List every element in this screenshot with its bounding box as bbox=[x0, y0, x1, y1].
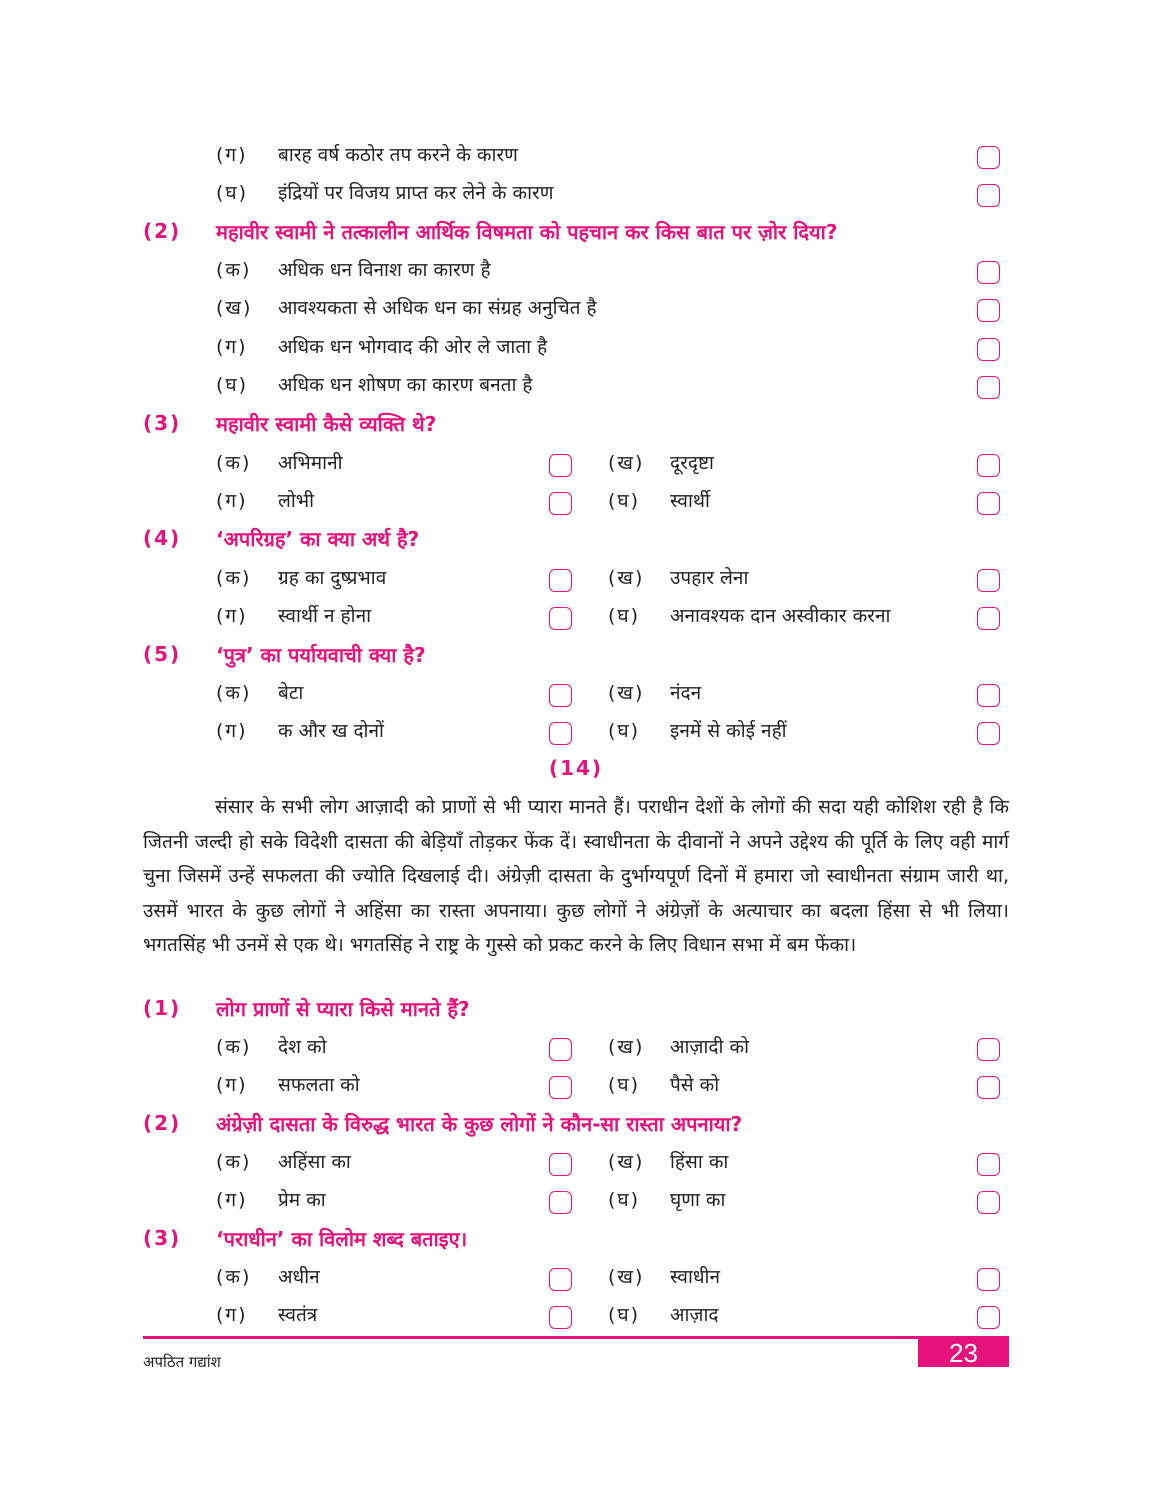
option-text: स्वाधीन bbox=[670, 1266, 721, 1288]
answer-checkbox[interactable] bbox=[549, 1076, 572, 1099]
option-text: बेटा bbox=[278, 682, 304, 704]
footer-divider bbox=[143, 1336, 1009, 1339]
question-text: ‘अपरिग्रह’ का क्या अर्थ है? bbox=[216, 526, 420, 551]
option-label: (घ) bbox=[608, 605, 641, 627]
option-text: इंद्रियों पर विजय प्राप्त कर लेने के कारण bbox=[278, 182, 554, 204]
option-label: (ग) bbox=[216, 144, 248, 166]
answer-checkbox[interactable] bbox=[549, 569, 572, 592]
question-text: ‘पराधीन’ का विलोम शब्द बताइए। bbox=[216, 1226, 468, 1251]
option-text: अनावश्यक दान अस्वीकार करना bbox=[670, 605, 891, 627]
option-label: (घ) bbox=[216, 182, 249, 204]
answer-checkbox[interactable] bbox=[977, 1038, 1000, 1061]
answer-checkbox[interactable] bbox=[549, 1191, 572, 1214]
answer-checkbox[interactable] bbox=[549, 722, 572, 745]
answer-checkbox[interactable] bbox=[549, 1268, 572, 1291]
answer-checkbox[interactable] bbox=[977, 1076, 1000, 1099]
question-number: (5) bbox=[143, 642, 182, 666]
answer-checkbox[interactable] bbox=[977, 492, 1000, 515]
option-text: बारह वर्ष कठोर तप करने के कारण bbox=[278, 144, 518, 166]
option-label: (घ) bbox=[608, 1074, 641, 1096]
option-label: (ग) bbox=[216, 1189, 248, 1211]
passage-text: संसार के सभी लोग आज़ादी को प्राणों से भी प्यारा मानते हैं। पराधीन देशों के लोगों की सदा यही कोशिश रही है कि जितनी जल्दी हो सके विदेशी दासता की बेड़ियाँ तोड़कर फेंक दें। स्वाधीनता के दीवानों ने अपने उद्देश्य की पूर्ति के लिए वही मार्ग चुना जिसमें उन्हें सफलता की ज्योति दिखलाई दी। अंग्रेज़ी दासता के दुर्भाग्यपूर्ण दिनों में हमारा जो स्वाधीनता संग्राम जारी था, उसमें भारत के कुछ लोगों ने अहिंसा का रास्ता अपनाया। कुछ लोगों ने अंग्रेज़ों के अत्याचार का बदला हिंसा से भी लिया। भगतसिंह भी उनमें से एक थे। भगतसिंह ने राष्ट्र के गुस्से को प्रकट करने के लिए विधान सभा में बम फेंका। bbox=[143, 796, 1009, 956]
option-label: (क) bbox=[216, 682, 252, 704]
question-number: (2) bbox=[143, 1111, 182, 1135]
option-text: स्वतंत्र bbox=[278, 1304, 318, 1326]
answer-checkbox[interactable] bbox=[977, 607, 1000, 630]
answer-checkbox[interactable] bbox=[549, 1153, 572, 1176]
option-label: (क) bbox=[216, 1151, 252, 1173]
passage-number: (14) bbox=[548, 756, 604, 780]
question-number: (3) bbox=[143, 1226, 182, 1250]
question-number: (3) bbox=[143, 411, 182, 435]
answer-checkbox[interactable] bbox=[549, 454, 572, 477]
option-text: अधिक धन शोषण का कारण बनता है bbox=[278, 374, 533, 396]
option-text: दूरदृष्टा bbox=[670, 452, 714, 474]
answer-checkbox[interactable] bbox=[977, 376, 1000, 399]
option-label: (ख) bbox=[216, 297, 253, 319]
answer-checkbox[interactable] bbox=[977, 261, 1000, 284]
answer-checkbox[interactable] bbox=[977, 722, 1000, 745]
answer-checkbox[interactable] bbox=[977, 299, 1000, 322]
option-label: (ग) bbox=[216, 1074, 248, 1096]
question-text: महावीर स्वामी कैसे व्यक्ति थे? bbox=[216, 411, 437, 436]
option-label: (क) bbox=[216, 259, 252, 281]
option-label: (ख) bbox=[608, 1266, 645, 1288]
option-text: आवश्यकता से अधिक धन का संग्रह अनुचित है bbox=[278, 297, 597, 319]
option-label: (ख) bbox=[608, 1036, 645, 1058]
option-label: (क) bbox=[216, 567, 252, 589]
answer-checkbox[interactable] bbox=[977, 1191, 1000, 1214]
option-label: (ख) bbox=[608, 682, 645, 704]
option-text: लोभी bbox=[278, 490, 315, 512]
option-text: उपहार लेना bbox=[670, 567, 749, 589]
option-text: अहिंसा का bbox=[278, 1151, 351, 1173]
page-number-badge: 23 bbox=[918, 1339, 1009, 1367]
option-text: आज़ाद bbox=[670, 1304, 719, 1326]
option-text: अधिक धन विनाश का कारण है bbox=[278, 259, 491, 281]
answer-checkbox[interactable] bbox=[977, 1268, 1000, 1291]
option-text: देश को bbox=[278, 1036, 327, 1058]
answer-checkbox[interactable] bbox=[549, 1038, 572, 1061]
option-label: (घ) bbox=[608, 490, 641, 512]
answer-checkbox[interactable] bbox=[977, 569, 1000, 592]
option-label: (ख) bbox=[608, 452, 645, 474]
answer-checkbox[interactable] bbox=[977, 684, 1000, 707]
answer-checkbox[interactable] bbox=[977, 454, 1000, 477]
option-label: (घ) bbox=[608, 1189, 641, 1211]
footer-title: अपठित गद्यांश bbox=[143, 1353, 221, 1371]
option-text: अधीन bbox=[278, 1266, 320, 1288]
option-text: प्रेम का bbox=[278, 1189, 326, 1211]
option-label: (ख) bbox=[608, 1151, 645, 1173]
option-label: (घ) bbox=[216, 374, 249, 396]
option-text: क और ख दोनों bbox=[278, 720, 384, 742]
option-text: ग्रह का दुष्प्रभाव bbox=[278, 567, 387, 589]
option-text: घृणा का bbox=[670, 1189, 726, 1211]
question-number: (1) bbox=[143, 996, 182, 1020]
question-number: (4) bbox=[143, 526, 182, 550]
option-text: सफलता को bbox=[278, 1074, 360, 1096]
answer-checkbox[interactable] bbox=[549, 684, 572, 707]
answer-checkbox[interactable] bbox=[549, 492, 572, 515]
option-text: अभिमानी bbox=[278, 452, 343, 474]
answer-checkbox[interactable] bbox=[977, 184, 1000, 207]
option-text: अधिक धन भोगवाद की ओर ले जाता है bbox=[278, 336, 548, 358]
option-text: इनमें से कोई नहीं bbox=[670, 720, 787, 742]
answer-checkbox[interactable] bbox=[549, 607, 572, 630]
option-text: आज़ादी को bbox=[670, 1036, 749, 1058]
option-label: (ग) bbox=[216, 336, 248, 358]
option-label: (ग) bbox=[216, 720, 248, 742]
option-label: (ग) bbox=[216, 605, 248, 627]
option-label: (क) bbox=[216, 452, 252, 474]
answer-checkbox[interactable] bbox=[977, 1306, 1000, 1329]
answer-checkbox[interactable] bbox=[977, 338, 1000, 361]
option-text: स्वार्थी न होना bbox=[278, 605, 372, 627]
option-label: (घ) bbox=[608, 720, 641, 742]
question-text: लोग प्राणों से प्यारा किसे मानते हैं? bbox=[216, 996, 470, 1021]
option-label: (क) bbox=[216, 1036, 252, 1058]
question-number: (2) bbox=[143, 219, 182, 243]
option-label: (ख) bbox=[608, 567, 645, 589]
question-text: ‘पुत्र’ का पर्यायवाची क्या है? bbox=[216, 642, 426, 667]
question-text: महावीर स्वामी ने तत्कालीन आर्थिक विषमता को पहचान कर किस बात पर ज़ोर दिया? bbox=[216, 219, 838, 244]
option-label: (क) bbox=[216, 1266, 252, 1288]
question-text: अंग्रेज़ी दासता के विरुद्ध भारत के कुछ लोगों ने कौन-सा रास्ता अपनाया? bbox=[216, 1111, 743, 1136]
answer-checkbox[interactable] bbox=[977, 146, 1000, 169]
option-text: पैसे को bbox=[670, 1074, 720, 1096]
option-text: हिंसा का bbox=[670, 1151, 729, 1173]
option-text: स्वार्थी bbox=[670, 490, 710, 512]
option-label: (घ) bbox=[608, 1304, 641, 1326]
answer-checkbox[interactable] bbox=[549, 1306, 572, 1329]
option-label: (ग) bbox=[216, 490, 248, 512]
option-text: नंदन bbox=[670, 682, 702, 704]
answer-checkbox[interactable] bbox=[977, 1153, 1000, 1176]
option-label: (ग) bbox=[216, 1304, 248, 1326]
